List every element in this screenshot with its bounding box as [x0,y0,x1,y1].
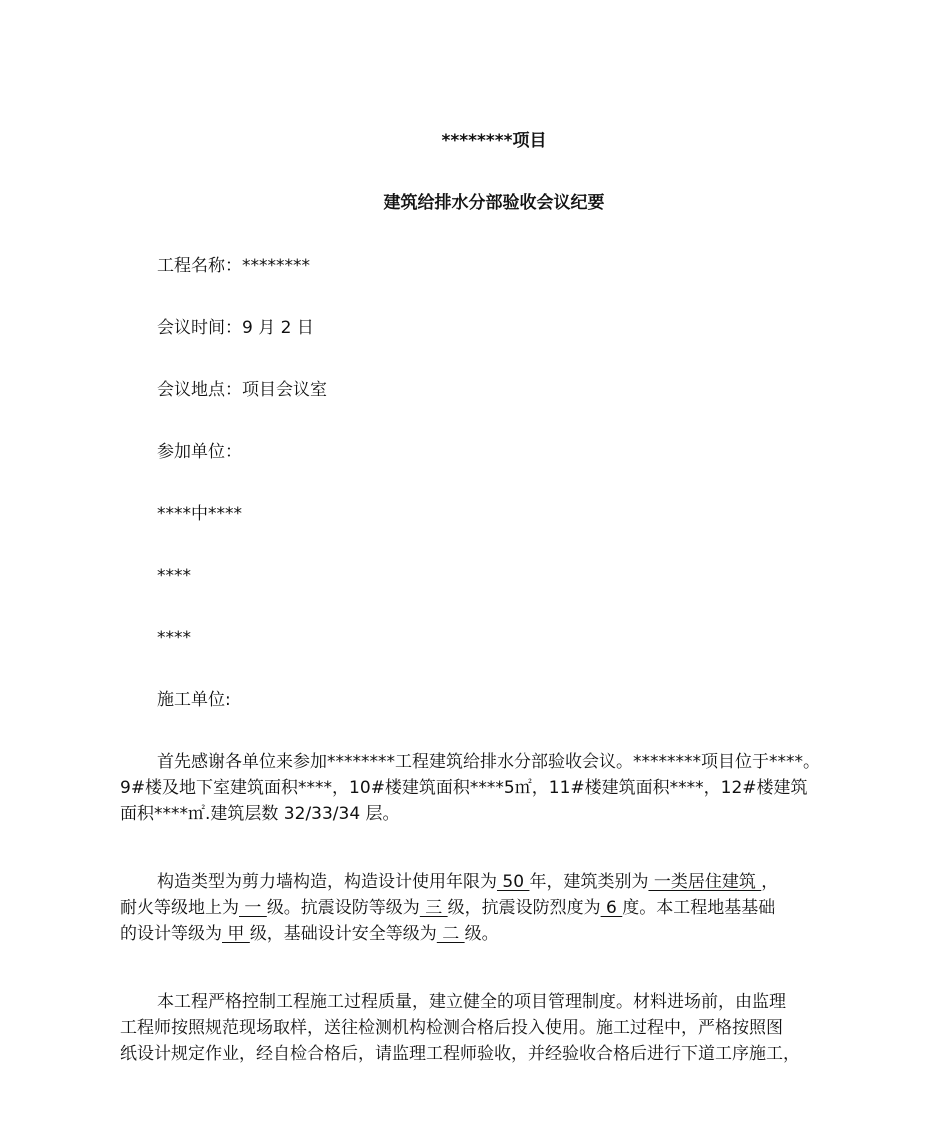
paragraph-structure-line-1 [120,869,842,895]
construction-unit-label: 施工单位: [157,690,231,710]
seismic-intensity-value: 6 [600,898,623,918]
building-category-value: 一类居住建筑 [648,872,762,892]
text-run: 的设计等级为 [120,924,222,944]
foundation-design-grade-value: 甲 [222,924,250,944]
text-run: 年，建筑类别为 [529,872,649,892]
text-run: 级。 [464,924,499,944]
meeting-place-line: 会议地点：项目会议室 [157,380,327,400]
paragraph-structure [120,869,842,947]
text-run: 级，基础设计安全等级为 [249,924,437,944]
paragraph-quality-line-2: 工程师按照规范现场取样，送往检测机构检测合格后投入使用。施工过程中，严格按照图 [120,1018,783,1038]
paragraph-intro-line-1: 首先感谢各单位来参加********工程建筑给排水分部验收会议。********项目位于****。 [157,752,820,772]
paragraph-structure-line-3 [120,921,842,947]
project-name-line: 工程名称：******** [157,256,310,276]
fire-rating-value: 一 [239,898,267,918]
text-run: 构造类型为剪力墙构造，构造设计使用年限为 [157,872,497,892]
paragraph-quality-line-1: 本工程严格控制工程施工过程质量，建立健全的项目管理制度。材料进场前，由监理 [157,992,786,1012]
text-run: 级。抗震设防等级为 [266,898,420,918]
participant-unit-1: ****中**** [157,504,242,524]
paragraph-intro [120,749,842,827]
text-run: 度。本工程地基基础 [622,898,776,918]
text-run: 耐火等级地上为 [120,898,239,918]
paragraph-quality-line-3: 纸设计规定作业，经自检合格后，请监理工程师验收，并经验收合格后进行下道工序施工， [120,1044,800,1064]
document-title-project: ********项目 [441,131,547,151]
paragraph-intro-line-3: 面积****㎡.建筑层数 32/33/34 层。 [120,804,400,824]
document-title-minutes: 建筑给排水分部验收会议纪要 [383,193,605,213]
participants-label: 参加单位： [157,442,242,462]
paragraph-intro-line-2: 9#楼及地下室建筑面积****，10#楼建筑面积****5㎡，11#楼建筑面积****，12#楼建筑 [120,778,808,798]
meeting-time-line: 会议时间：9 月 2 日 [157,318,314,338]
design-life-value: 50 [497,872,530,892]
seismic-grade-value: 三 [419,898,448,918]
text-run: ， [761,872,779,892]
participant-unit-3: **** [157,628,191,648]
foundation-safety-grade-value: 二 [436,924,465,944]
text-run: 级，抗震设防烈度为 [447,898,601,918]
participant-unit-2: **** [157,566,191,586]
paragraph-quality-control [120,989,842,1067]
paragraph-structure-line-2 [120,895,842,921]
